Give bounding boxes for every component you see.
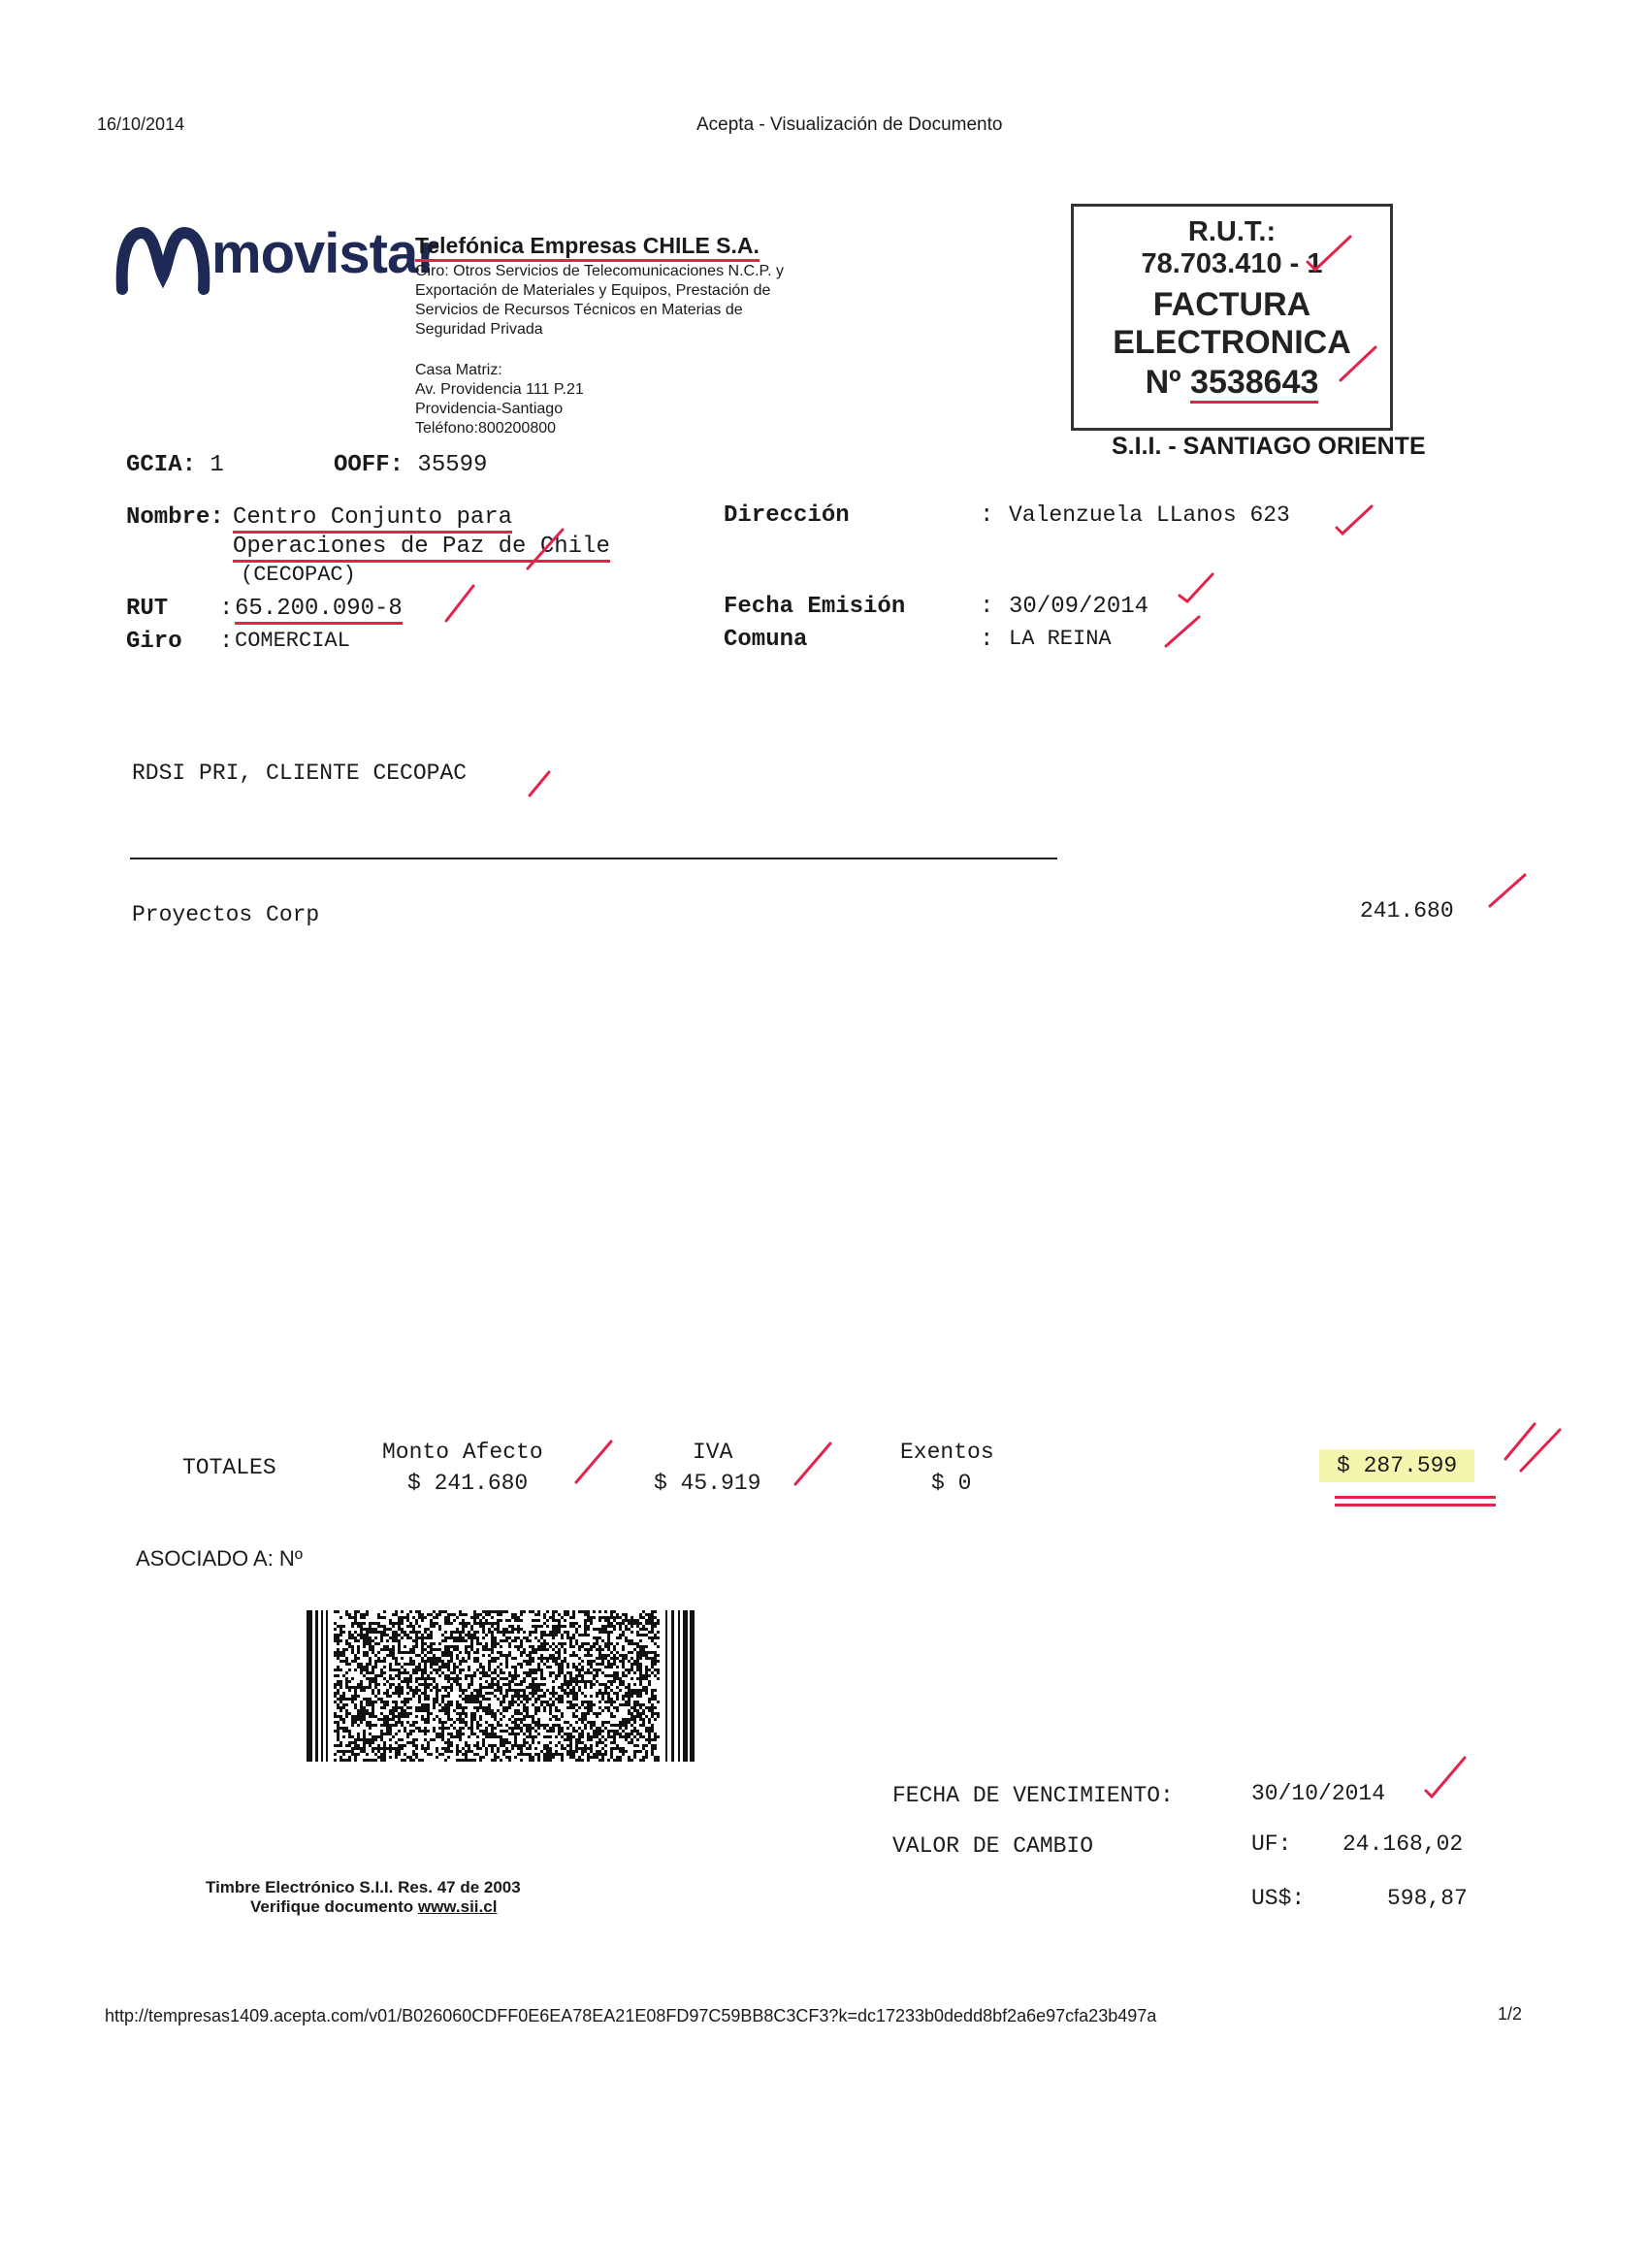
iva-label: IVA	[693, 1440, 733, 1465]
checkmark-icon	[1484, 873, 1542, 922]
cambio-label: VALOR DE CAMBIO	[892, 1833, 1094, 1859]
doc-type-line1: FACTURA	[1152, 286, 1311, 323]
total-underline-2	[1335, 1504, 1496, 1507]
giro-line: Seguridad Privada	[415, 321, 543, 338]
total-amount: $ 287.599	[1319, 1449, 1474, 1482]
giro-line: Giro: Otros Servicios de Telecomunicaciones N.C.P. y	[415, 263, 785, 279]
vencimiento-value: 30/10/2014	[1251, 1781, 1386, 1806]
exentos-value: $ 0	[931, 1471, 972, 1496]
issuer-address	[415, 361, 584, 438]
checkmark-icon	[572, 1440, 630, 1488]
rut-client-colon: :	[219, 596, 234, 622]
direccion-colon: :	[980, 502, 994, 529]
sii-link[interactable]: www.sii.cl	[417, 1897, 498, 1916]
usd-value: 598,87	[1387, 1886, 1468, 1911]
rut-client-label: RUT	[126, 596, 169, 622]
timbre-line2	[250, 1897, 497, 1917]
address-line: Casa Matriz:	[415, 362, 502, 378]
nombre-line1: Centro Conjunto para	[233, 504, 512, 534]
giro-client-value: COMERCIAL	[235, 629, 350, 653]
checkmark-icon	[792, 1442, 850, 1490]
movistar-m-icon	[114, 215, 211, 299]
totals-label: TOTALES	[182, 1455, 276, 1480]
uf-label: UF:	[1251, 1831, 1292, 1857]
doc-type-line2: ELECTRONICA	[1113, 324, 1351, 361]
rut-client-value: 65.200.090-8	[235, 596, 403, 625]
fecha-emision-colon: :	[980, 594, 994, 620]
nombre-line3: (CECOPAC)	[241, 563, 356, 587]
ooff-label: OOFF:	[334, 452, 404, 478]
item-amount: 241.680	[1360, 898, 1454, 923]
detail-description: RDSI PRI, CLIENTE CECOPAC	[132, 761, 468, 786]
checkmark-icon	[1333, 341, 1391, 390]
checkmark-icon	[1300, 229, 1358, 277]
double-checkmark-icon	[1500, 1420, 1568, 1478]
iva-value: $ 45.919	[654, 1471, 761, 1496]
fecha-emision-label: Fecha Emisión	[724, 594, 906, 620]
timbre-barcode	[307, 1610, 695, 1762]
gcia-label: GCIA:	[126, 452, 197, 478]
movistar-logo	[114, 215, 211, 304]
exentos-label: Exentos	[900, 1440, 994, 1465]
comuna-label: Comuna	[724, 627, 808, 653]
monto-afecto-value: $ 241.680	[407, 1471, 529, 1496]
nombre-line2: Operaciones de Paz de Chile	[233, 534, 610, 563]
checkmark-icon	[1333, 493, 1391, 541]
nombre-label: Nombre:	[126, 504, 224, 531]
timbre-line1: Timbre Electrónico S.I.I. Res. 47 de 2003	[206, 1878, 521, 1896]
item-name: Proyectos Corp	[132, 902, 320, 927]
issuer-giro	[415, 262, 784, 340]
giro-client-label: Giro	[126, 629, 182, 655]
timbre-verify-text: Verifique documento	[250, 1897, 418, 1916]
sii-office: S.I.I. - SANTIAGO ORIENTE	[1112, 433, 1426, 460]
giro-line: Exportación de Materiales y Equipos, Prestación de	[415, 282, 771, 299]
print-date: 16/10/2014	[97, 114, 185, 134]
ooff-value: 35599	[417, 452, 488, 478]
checkmark-icon	[524, 753, 582, 801]
gcia-value: 1	[210, 452, 224, 478]
page-number: 1/2	[1498, 2004, 1523, 2024]
checkmark-icon	[1160, 607, 1218, 656]
movistar-wordmark: movistar	[211, 222, 438, 285]
checkmark-icon	[440, 582, 499, 631]
direccion-label: Dirección	[724, 502, 850, 529]
rut-value: 78.703.410 - 1	[1141, 248, 1323, 279]
total-underline-1	[1335, 1496, 1496, 1499]
monto-afecto-label: Monto Afecto	[382, 1440, 543, 1465]
invoice-number: 3538643	[1190, 364, 1318, 404]
direccion-value: Valenzuela LLanos 623	[1009, 502, 1290, 528]
footer-url[interactable]: http://tempresas1409.acepta.com/v01/B026060CDFF0E6EA78EA21E08FD97C59BB8C3CF3?k=dc17233b0dedd8bf2a6e97cfa23b497a	[105, 2006, 1157, 2025]
asociado-label: ASOCIADO A: Nº	[136, 1546, 303, 1571]
number-prefix: Nº	[1145, 364, 1181, 401]
rut-label: R.U.T.:	[1187, 216, 1277, 247]
address-line: Teléfono:800200800	[415, 420, 557, 437]
detail-divider	[130, 858, 1057, 859]
checkmark-icon	[520, 526, 578, 574]
comuna-colon: :	[980, 627, 994, 653]
checkmark-icon	[1420, 1754, 1478, 1802]
fecha-emision-value: 30/09/2014	[1009, 594, 1149, 620]
vencimiento-label: FECHA DE VENCIMIENTO:	[892, 1783, 1174, 1808]
usd-label: US$:	[1251, 1886, 1306, 1911]
giro-client-colon: :	[219, 629, 234, 655]
giro-line: Servicios de Recursos Técnicos en Materias de	[415, 302, 743, 318]
print-title: Acepta - Visualización de Documento	[696, 114, 1003, 135]
comuna-value: LA REINA	[1009, 627, 1112, 651]
ooff-row	[334, 452, 487, 478]
issuer-company: Telefónica Empresas CHILE S.A.	[415, 233, 760, 262]
gcia-row	[126, 452, 224, 478]
address-line: Av. Providencia 111 P.21	[415, 381, 584, 398]
address-line: Providencia-Santiago	[415, 401, 564, 417]
uf-value: 24.168,02	[1342, 1831, 1464, 1857]
